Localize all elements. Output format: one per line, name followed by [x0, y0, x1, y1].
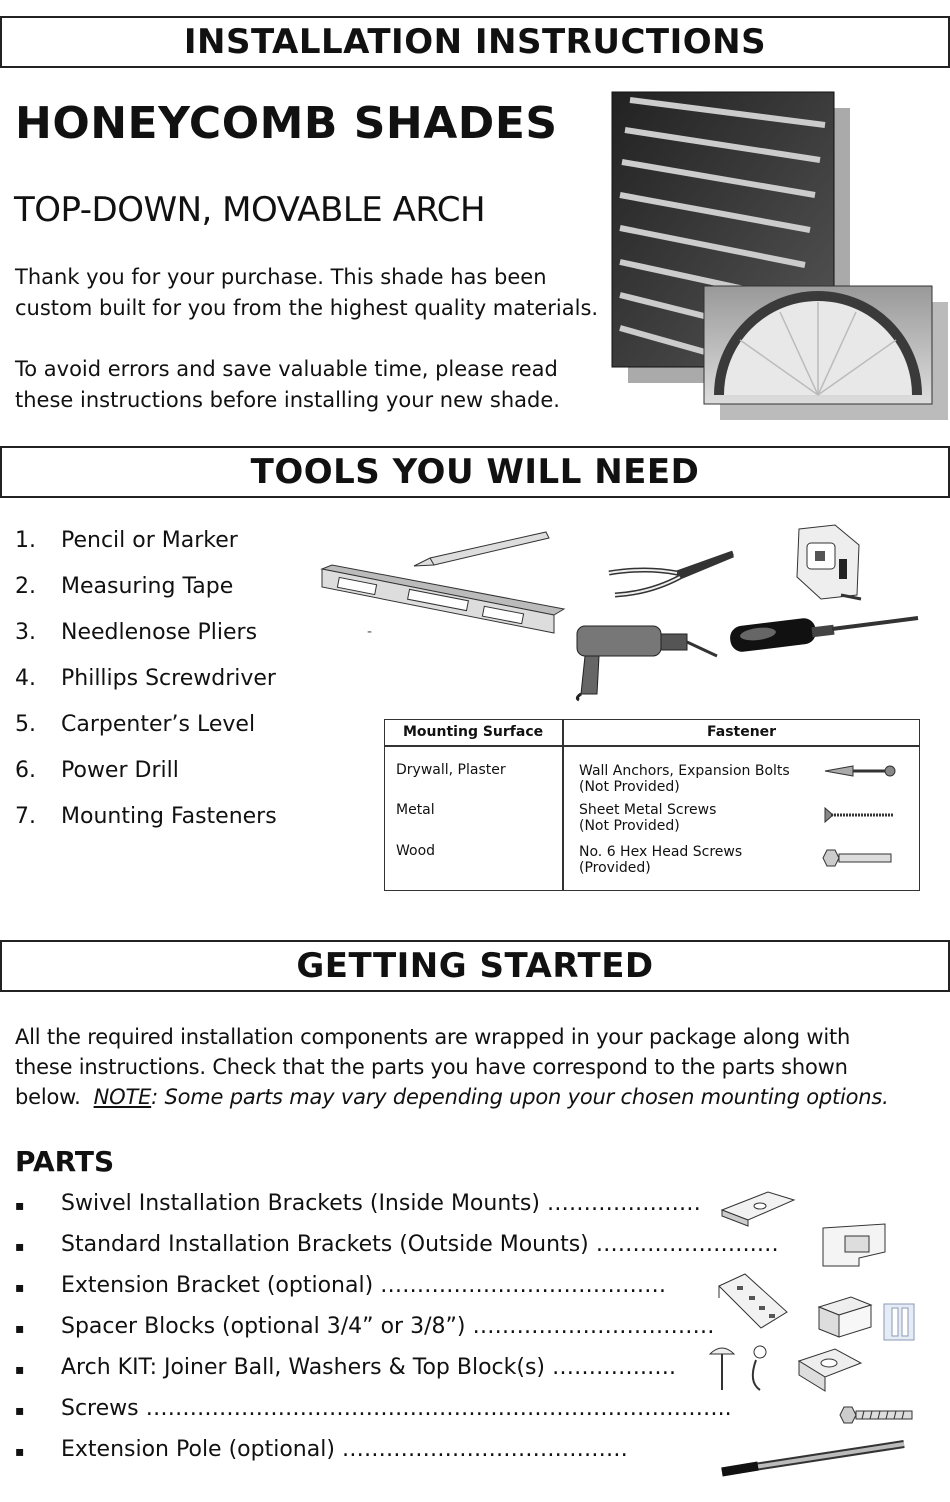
table-row-fastener: Wall Anchors, Expansion Bolts (Not Provided): [579, 763, 790, 795]
intro-paragraph-1: Thank you for your purchase. This shade has been custom built for you from the highest quality materials.: [15, 265, 599, 320]
header-title: INSTALLATION INSTRUCTIONS: [183, 22, 767, 62]
fastener-table: [384, 719, 920, 891]
parts-list-item: ▪ Spacer Blocks (optional 3/4” or 3/8”) ……………………………: [15, 1314, 715, 1339]
table-col-header-fastener: Fastener: [707, 724, 777, 740]
tool-item: 3. Needlenose Pliers: [15, 620, 258, 645]
getting-started-heading: GETTING STARTED: [296, 946, 654, 986]
parts-list-item: ▪ Arch KIT: Joiner Ball, Washers & Top Block(s) ………….….: [15, 1355, 676, 1380]
getting-started-bar: [0, 940, 950, 992]
product-subtitle: TOP-DOWN, MOVABLE ARCH: [14, 190, 486, 230]
note-label: NOTE: [93, 1085, 152, 1109]
parts-list-item: ▪ Swivel Installation Brackets (Inside Mounts) …………………: [15, 1191, 701, 1216]
table-row-surface: Drywall, Plaster: [396, 762, 506, 778]
getting-started-text: All the required installation components are wrapped in your package along with these instructions. Check that the parts you have correspond to the parts shown below. NOTE: Some parts may vary depending upon your chosen mounting options.: [15, 1025, 889, 1109]
spacer-block-icon: [815, 1295, 875, 1340]
tool-item: 4. Phillips Screwdriver: [15, 666, 276, 691]
parts-heading: PARTS: [15, 1145, 115, 1178]
product-title: HONEYCOMB SHADES: [15, 98, 558, 149]
pliers-icon: [605, 545, 735, 605]
parts-list-item: ▪ Extension Bracket (optional) …………………………………: [15, 1273, 667, 1298]
table-row-surface: Wood: [396, 843, 436, 859]
parts-list-item: ▪ Extension Pole (optional) …………………………………: [15, 1437, 628, 1462]
extension-pole-icon: [718, 1440, 908, 1478]
standard-bracket-icon: [815, 1222, 890, 1267]
sheet-metal-screw-icon: [823, 806, 897, 824]
hex-head-screw-icon: [821, 848, 897, 868]
swivel-bracket-icon: [718, 1188, 798, 1228]
measuring-tape-icon: [795, 525, 865, 605]
extension-bracket-icon: [715, 1272, 790, 1334]
tools-heading: TOOLS YOU WILL NEED: [250, 452, 700, 492]
tool-item: 5. Carpenter’s Level: [15, 712, 256, 737]
table-header-divider: [385, 745, 919, 747]
tool-item: 7. Mounting Fasteners: [15, 804, 277, 829]
stray-dash: -: [367, 624, 373, 640]
level-icon: [318, 565, 568, 635]
power-drill-icon: [575, 622, 720, 700]
tools-heading-bar: [0, 446, 950, 498]
tool-item: 2. Measuring Tape: [15, 574, 234, 599]
spacer-block-small-icon: [880, 1300, 920, 1344]
parts-list-item: ▪ Standard Installation Brackets (Outside Mounts) ………………….…: [15, 1232, 779, 1257]
top-block-icon: [795, 1345, 865, 1395]
parts-list-item: ▪ Screws ……………………………………………………………………..: [15, 1396, 732, 1421]
header-bar: [0, 16, 950, 68]
intro-paragraph-2: To avoid errors and save valuable time, please read these instructions before installing your new shade.: [15, 357, 560, 412]
screw-icon: [838, 1404, 918, 1426]
joiner-ball-icon: [708, 1342, 788, 1397]
tool-item: 6. Power Drill: [15, 758, 179, 783]
table-row-surface: Metal: [396, 802, 435, 818]
table-row-fastener: No. 6 Hex Head Screws (Provided): [579, 844, 743, 876]
note-text: : Some parts may vary depending upon your chosen mounting options.: [151, 1085, 889, 1109]
table-col-header-surface: Mounting Surface: [403, 724, 544, 740]
product-photo: [610, 90, 950, 425]
table-column-divider: [562, 720, 564, 890]
table-row-fastener: Sheet Metal Screws (Not Provided): [579, 802, 717, 834]
anchor-bolt-icon: [823, 762, 897, 780]
screwdriver-icon: [728, 612, 920, 654]
tool-item: 1. Pencil or Marker: [15, 528, 238, 553]
